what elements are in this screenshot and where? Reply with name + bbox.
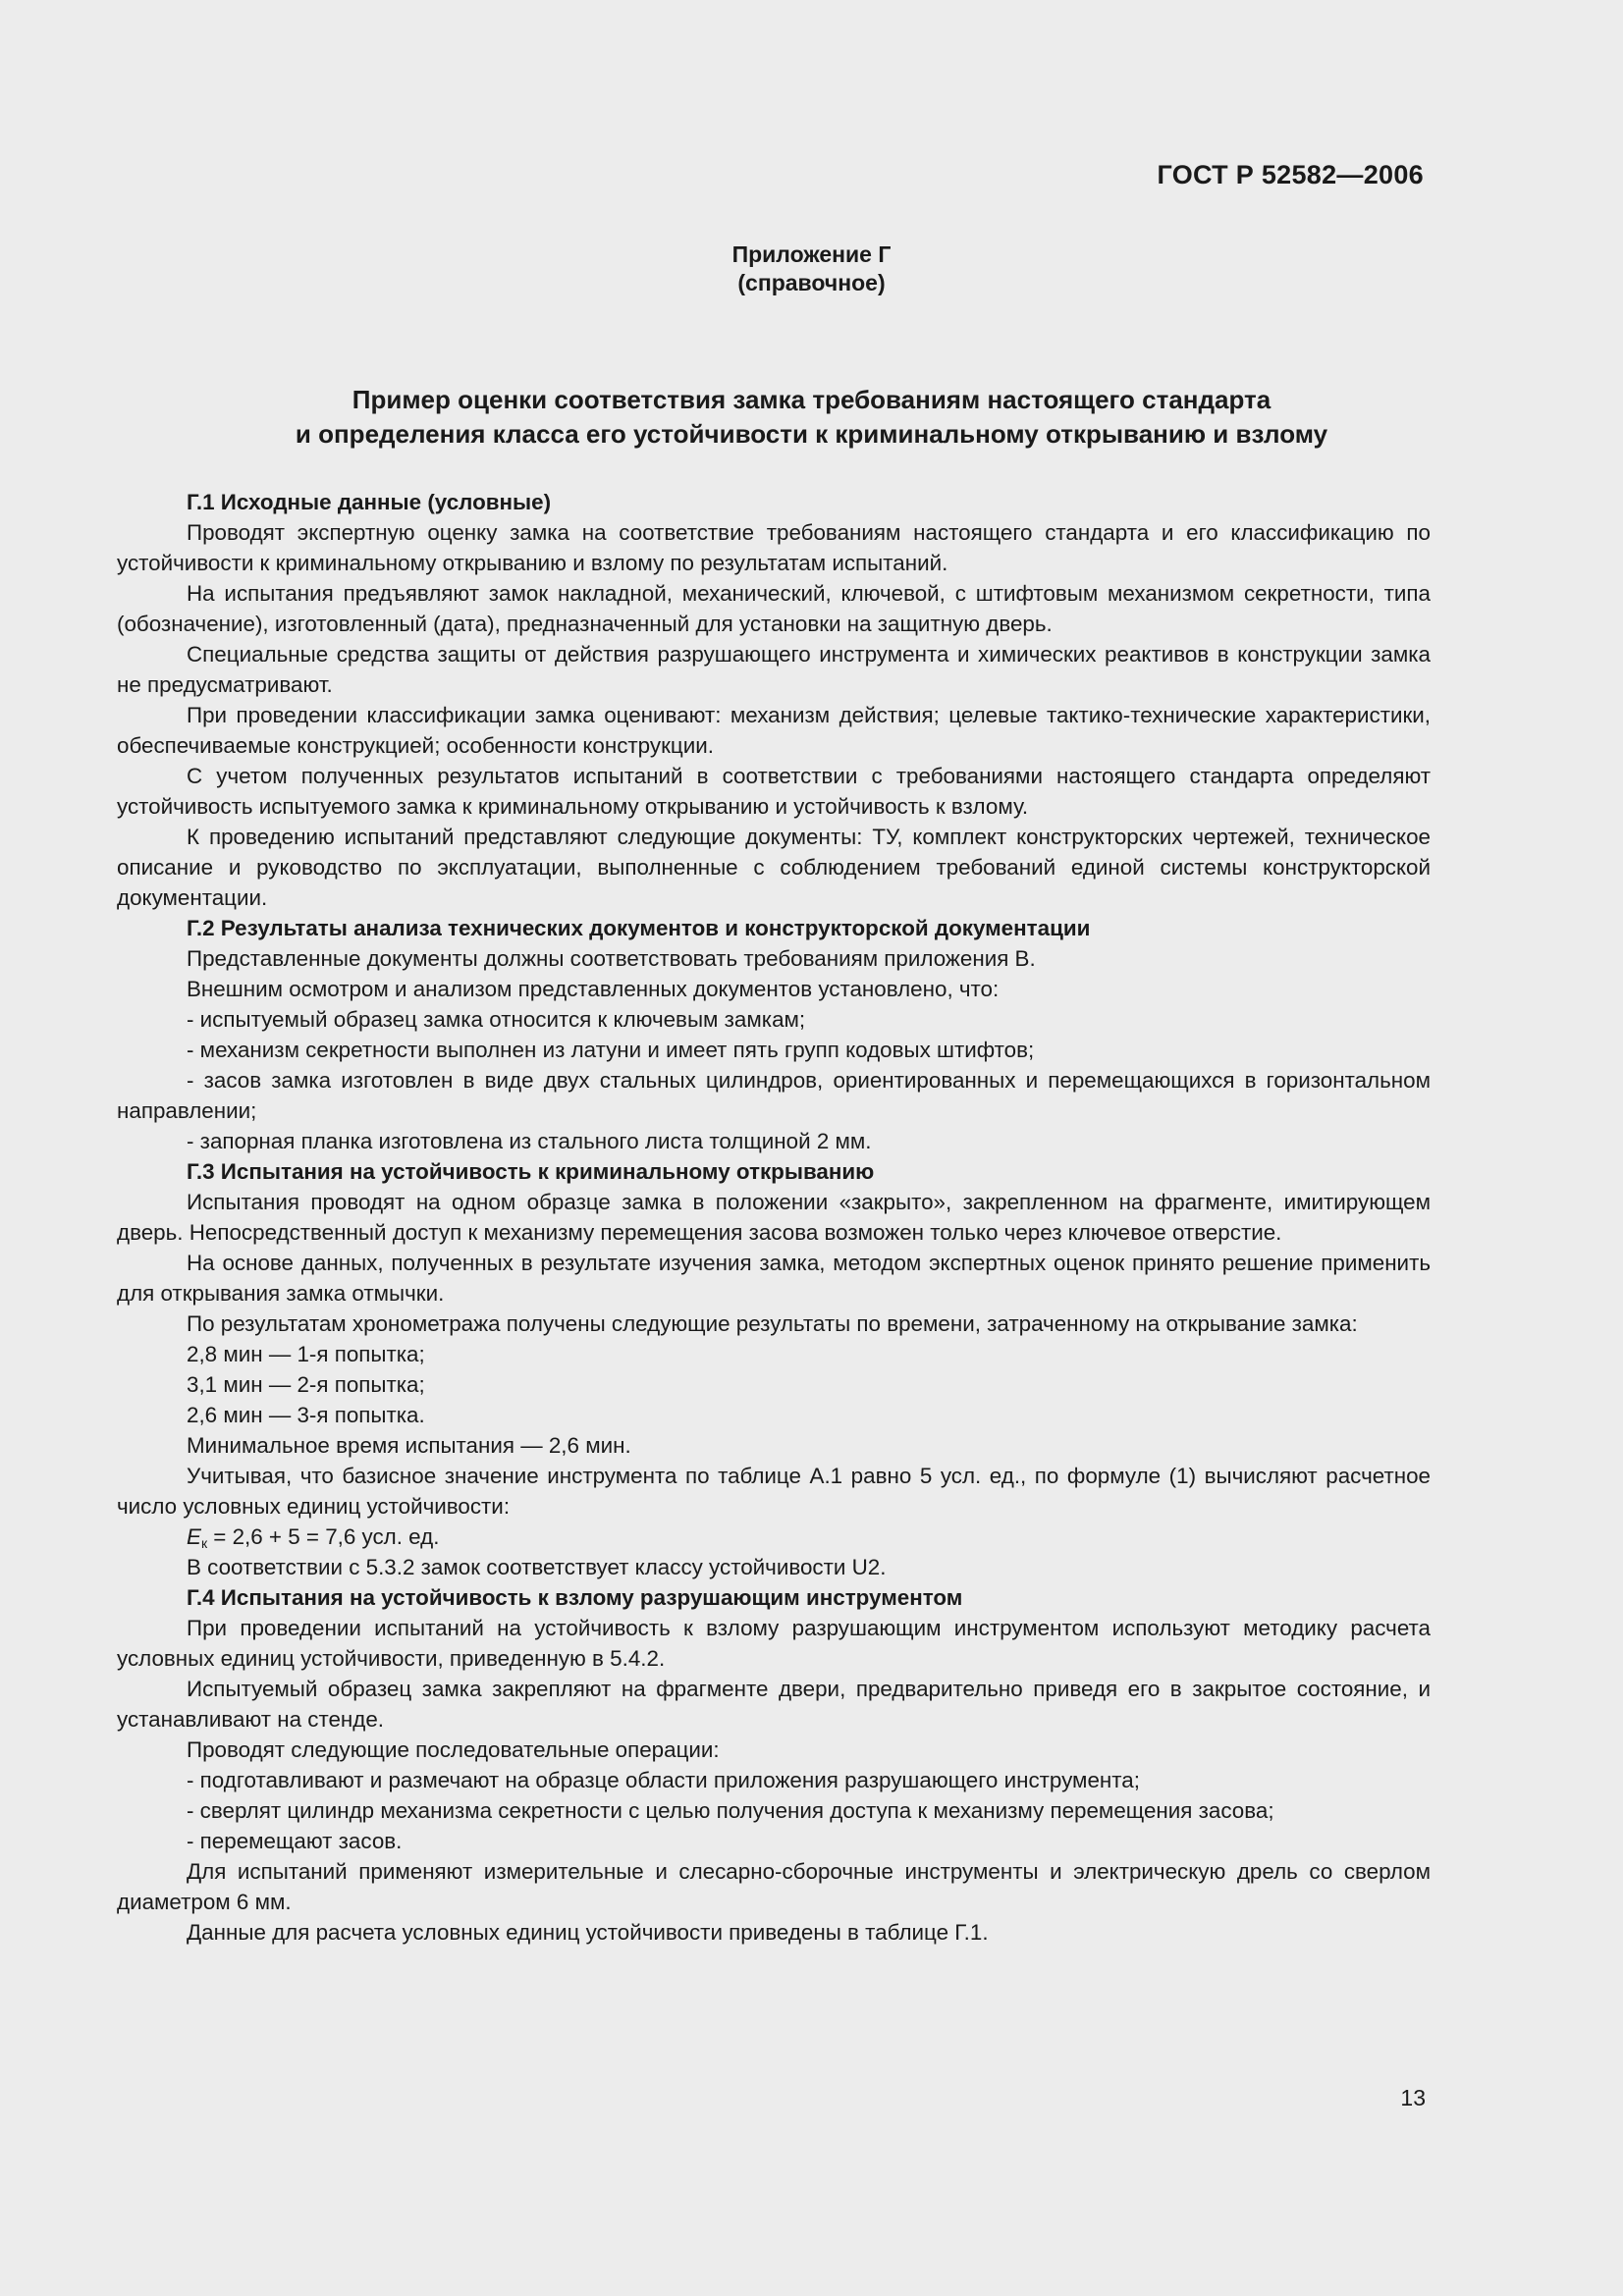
paragraph: Минимальное время испытания — 2,6 мин. [187, 1433, 631, 1458]
paragraph: По результатам хронометража получены следующие результаты по времени, затраченному на открывание замка: [187, 1311, 1358, 1336]
paragraph: Проводят экспертную оценку замка на соответствие требованиям настоящего стандарта и его классификацию по устойчивости к криминальному открыванию и взлому по результатам испытаний. [117, 520, 1431, 575]
section-heading: Г.2 Результаты анализа технических документов и конструкторской документации [187, 916, 1091, 940]
formula-subscript: к [200, 1535, 208, 1551]
paragraph: К проведению испытаний представляют следующие документы: ТУ, комплект конструкторских чертежей, техническое описание и руководство по эксплуатации, выполненные с соблюдением требований единой системы конструкторской документации. [117, 825, 1431, 910]
formula-variable: E [187, 1524, 201, 1549]
list-item: - засов замка изготовлен в виде двух стальных цилиндров, ориентированных и перемещающихся в горизонтальном направлении; [117, 1068, 1431, 1123]
main-title [0, 383, 1623, 452]
section-heading: Г.3 Испытания на устойчивость к криминальному открыванию [187, 1159, 875, 1184]
formula [117, 1522, 1431, 1552]
paragraph: В соответствии с 5.3.2 замок соответствует классу устойчивости U2. [187, 1555, 887, 1579]
section-heading: Г.4 Испытания на устойчивость к взлому разрушающим инструментом [187, 1585, 963, 1610]
paragraph: При проведении испытаний на устойчивость к взлому разрушающим инструментом используют методику расчета условных единиц устойчивости, приведенную в 5.4.2. [117, 1616, 1431, 1671]
paragraph: С учетом полученных результатов испытаний в соответствии с требованиями настоящего стандарта определяют устойчивость испытуемого замка к криминальному открыванию и устойчивость к взлому. [117, 764, 1431, 819]
annex-subtitle: (справочное) [737, 270, 886, 295]
document-body [117, 487, 1431, 1948]
list-item: - перемещают засов. [187, 1829, 403, 1853]
main-title-line-2: и определения класса его устойчивости к криминальному открыванию и взлому [295, 419, 1328, 449]
list-item: 3,1 мин — 2-я попытка; [187, 1372, 425, 1397]
paragraph: Данные для расчета условных единиц устойчивости приведены в таблице Г.1. [187, 1920, 989, 1945]
paragraph: Представленные документы должны соответствовать требованиям приложения В. [187, 946, 1036, 971]
paragraph: Проводят следующие последовательные операции: [187, 1737, 720, 1762]
list-item: 2,6 мин — 3-я попытка. [187, 1403, 425, 1427]
list-item: - подготавливают и размечают на образце области приложения разрушающего инструмента; [187, 1768, 1140, 1792]
list-item: - сверлят цилиндр механизма секретности с целью получения доступа к механизму перемещения засова; [187, 1798, 1274, 1823]
main-title-line-1: Пример оценки соответствия замка требованиям настоящего стандарта [352, 385, 1271, 414]
section-heading: Г.1 Исходные данные (условные) [187, 490, 552, 514]
page-number: 13 [1400, 2085, 1426, 2110]
paragraph: Испытания проводят на одном образце замка в положении «закрыто», закрепленном на фрагменте, имитирующем дверь. Непосредственный доступ к механизму перемещения засова возможен только через ключевое отверстие. [117, 1190, 1431, 1245]
paragraph: Испытуемый образец замка закрепляют на фрагменте двери, предварительно приведя его в закрытое состояние, и устанавливают на стенде. [117, 1677, 1431, 1732]
paragraph: Для испытаний применяют измерительные и слесарно-сборочные инструменты и электрическую дрель со сверлом диаметром 6 мм. [117, 1859, 1431, 1914]
paragraph: На испытания предъявляют замок накладной, механический, ключевой, с штифтовым механизмом секретности, типа (обозначение), изготовленный (дата), предназначенный для установки на защитную дверь. [117, 581, 1431, 636]
list-item: - механизм секретности выполнен из латуни и имеет пять групп кодовых штифтов; [187, 1038, 1035, 1062]
list-item: - запорная планка изготовлена из стального листа толщиной 2 мм. [187, 1129, 872, 1153]
formula-expression: = 2,6 + 5 = 7,6 усл. ед. [207, 1524, 440, 1549]
annex-heading [0, 240, 1623, 297]
list-item: - испытуемый образец замка относится к ключевым замкам; [187, 1007, 806, 1032]
document-code: ГОСТ Р 52582—2006 [1157, 160, 1424, 189]
paragraph: Учитывая, что базисное значение инструмента по таблице А.1 равно 5 усл. ед., по формуле (1) вычисляют расчетное число условных единиц устойчивости: [117, 1464, 1431, 1519]
paragraph: Специальные средства защиты от действия разрушающего инструмента и химических реактивов в конструкции замка не предусматривают. [117, 642, 1431, 697]
list-item: 2,8 мин — 1-я попытка; [187, 1342, 425, 1366]
annex-title: Приложение Г [731, 241, 892, 267]
paragraph: На основе данных, полученных в результате изучения замка, методом экспертных оценок принято решение применить для открывания замка отмычки. [117, 1251, 1431, 1306]
paragraph: Внешним осмотром и анализом представленных документов установлено, что: [187, 977, 1000, 1001]
paragraph: При проведении классификации замка оценивают: механизм действия; целевые тактико-технические характеристики, обеспечиваемые конструкцией; особенности конструкции. [117, 703, 1431, 758]
